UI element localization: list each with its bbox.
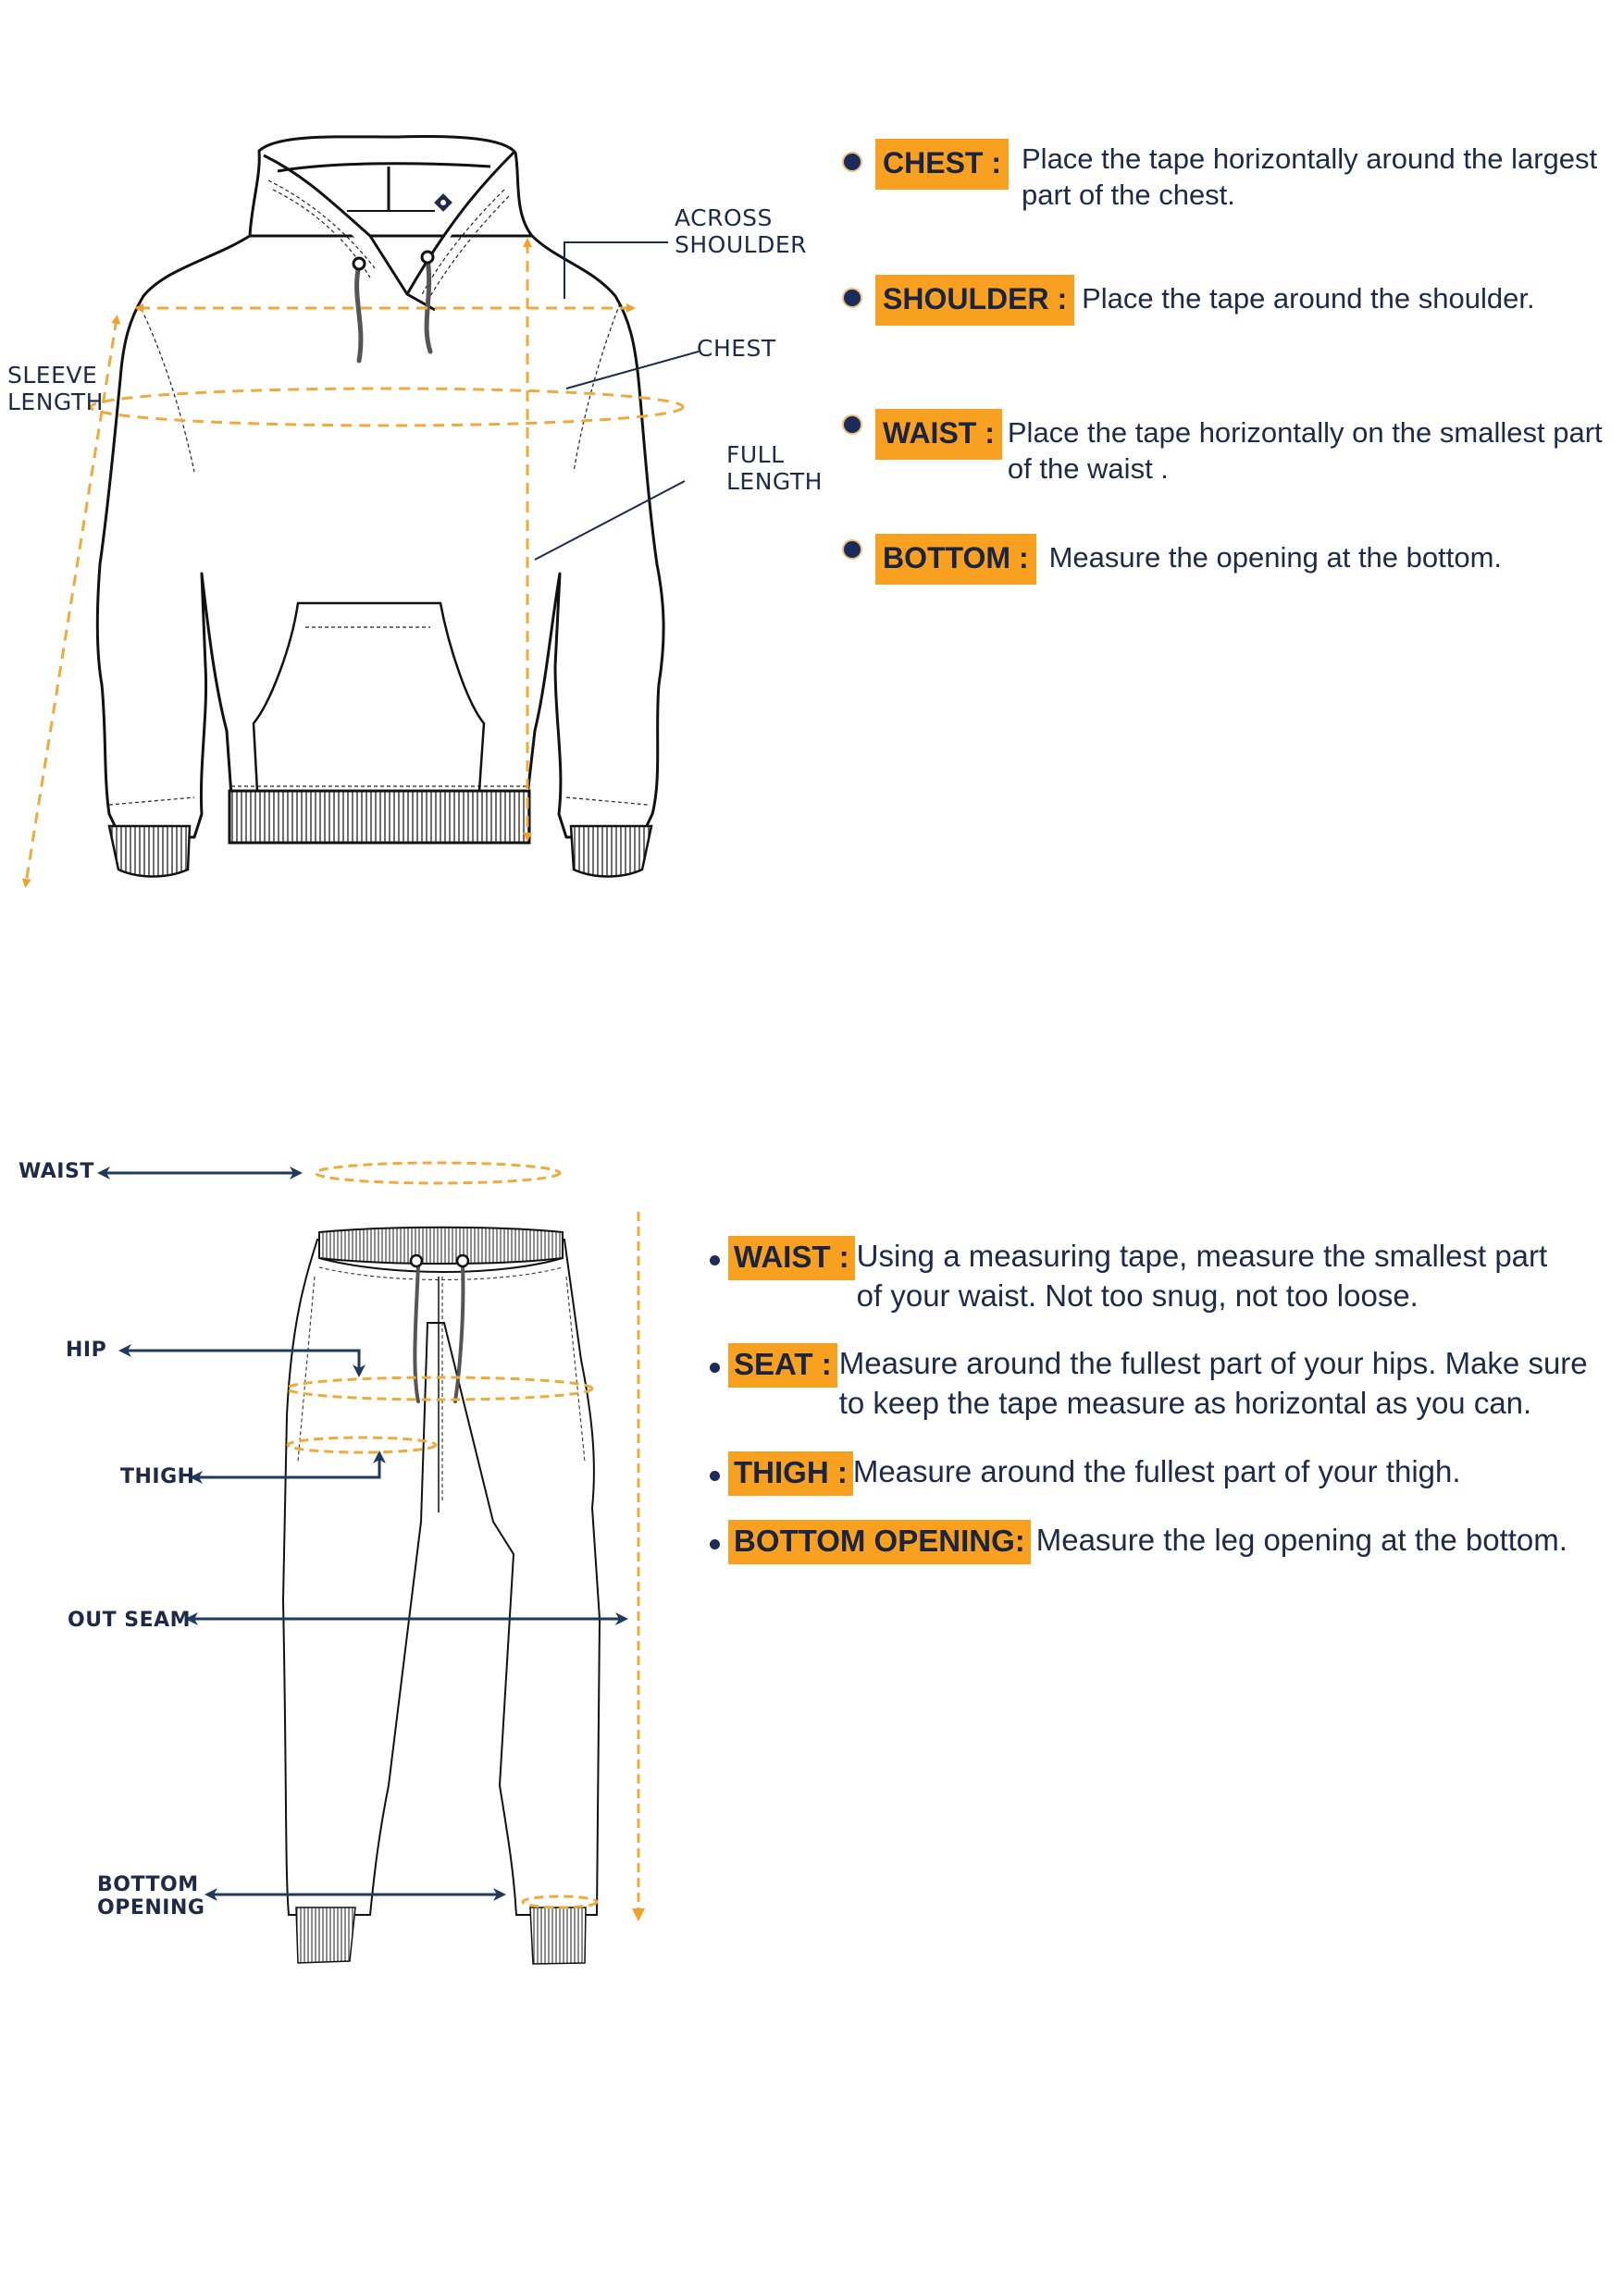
label-full-length — [726, 442, 823, 496]
instruction-seat — [710, 1343, 1588, 1423]
pants-waistband-rib — [319, 1228, 563, 1264]
label-full-length-line2: LENGTH — [726, 467, 823, 495]
label-bottom-opening-line2: OPENING — [97, 1896, 205, 1920]
label-chest: CHEST — [697, 335, 776, 362]
label-out-seam: OUT SEAM — [68, 1609, 192, 1632]
bullet-icon — [710, 1539, 720, 1549]
bullet-icon — [710, 1255, 720, 1265]
label-across-shoulder-line1: ACROSS — [675, 204, 773, 231]
desc-waist-line2: of the waist . — [1007, 452, 1169, 485]
hoodie-left-cuff-rib — [109, 826, 190, 877]
desc-seat — [839, 1343, 1588, 1423]
label-thigh: THIGH — [120, 1465, 195, 1488]
desc-seat-line1: Measure around the fullest part of your hips. Make sure — [838, 1346, 1588, 1380]
instruction-bottom — [842, 534, 1502, 585]
label-sleeve-length-line2: LENGTH — [7, 388, 104, 415]
instruction-shoulder — [842, 275, 1535, 326]
pants-illustration — [0, 1138, 703, 1970]
term-bottom: BOTTOM : — [875, 534, 1036, 585]
desc-seat-line2: to keep the tape measure as horizontal as you can. — [838, 1386, 1532, 1420]
label-hip: HIP — [66, 1339, 107, 1362]
instruction-chest — [842, 139, 1597, 213]
term-seat: SEAT : — [728, 1343, 837, 1388]
label-across-shoulder — [675, 205, 807, 259]
desc-pants-waist-line1: Using a measuring tape, measure the smallest part — [856, 1239, 1548, 1273]
desc-pants-waist-line2: of your waist. Not too snug, not too loose. — [856, 1278, 1419, 1313]
bullet-icon — [842, 152, 862, 172]
term-waist: WAIST : — [875, 409, 1002, 460]
desc-thigh: Measure around the fullest part of your thigh. — [852, 1454, 1461, 1488]
term-chest: CHEST : — [875, 139, 1009, 190]
label-full-length-line1: FULL — [726, 441, 785, 468]
desc-bottom-opening: Measure the leg opening at the bottom. — [1035, 1523, 1567, 1557]
pants-right-cuff-rib — [530, 1907, 586, 1964]
desc-shoulder: Place the tape around the shoulder. — [1082, 282, 1535, 315]
instruction-waist — [842, 409, 1603, 487]
desc-waist — [1008, 414, 1603, 487]
label-across-shoulder-line2: SHOULDER — [675, 230, 807, 258]
term-bottom-opening: BOTTOM OPENING: — [728, 1520, 1031, 1564]
instruction-bottom-opening — [710, 1520, 1567, 1564]
label-bottom-opening — [97, 1873, 204, 1920]
desc-pants-waist — [857, 1236, 1548, 1315]
instruction-thigh — [710, 1451, 1461, 1496]
bullet-icon — [710, 1363, 720, 1373]
hoodie-right-cuff-rib — [571, 826, 651, 877]
desc-chest-line2: part of the chest. — [1022, 179, 1235, 211]
label-sleeve-length-line1: SLEEVE — [7, 362, 98, 389]
waist-guide — [316, 1163, 560, 1183]
bullet-icon — [842, 288, 862, 308]
label-sleeve-length — [7, 363, 104, 416]
hoodie-hem-rib — [229, 791, 529, 843]
bullet-icon — [842, 539, 862, 560]
label-bottom-opening-line1: BOTTOM — [97, 1873, 199, 1896]
bullet-icon — [710, 1471, 720, 1481]
desc-chest-line1: Place the tape horizontally around the largest — [1022, 142, 1598, 175]
desc-bottom: Measure the opening at the bottom. — [1048, 541, 1503, 574]
pants-left-cuff-rib — [296, 1907, 355, 1963]
desc-chest — [1022, 141, 1597, 213]
pants-body — [283, 1240, 600, 1915]
bullet-icon — [842, 414, 862, 435]
instruction-pants-waist — [710, 1236, 1547, 1315]
hoodie-illustration — [0, 0, 833, 907]
label-waist: WAIST — [19, 1160, 94, 1183]
term-pants-waist: WAIST : — [728, 1236, 855, 1280]
desc-waist-line1: Place the tape horizontally on the smallest part — [1007, 416, 1603, 449]
term-shoulder: SHOULDER : — [875, 275, 1074, 326]
term-thigh: THIGH : — [728, 1451, 853, 1496]
